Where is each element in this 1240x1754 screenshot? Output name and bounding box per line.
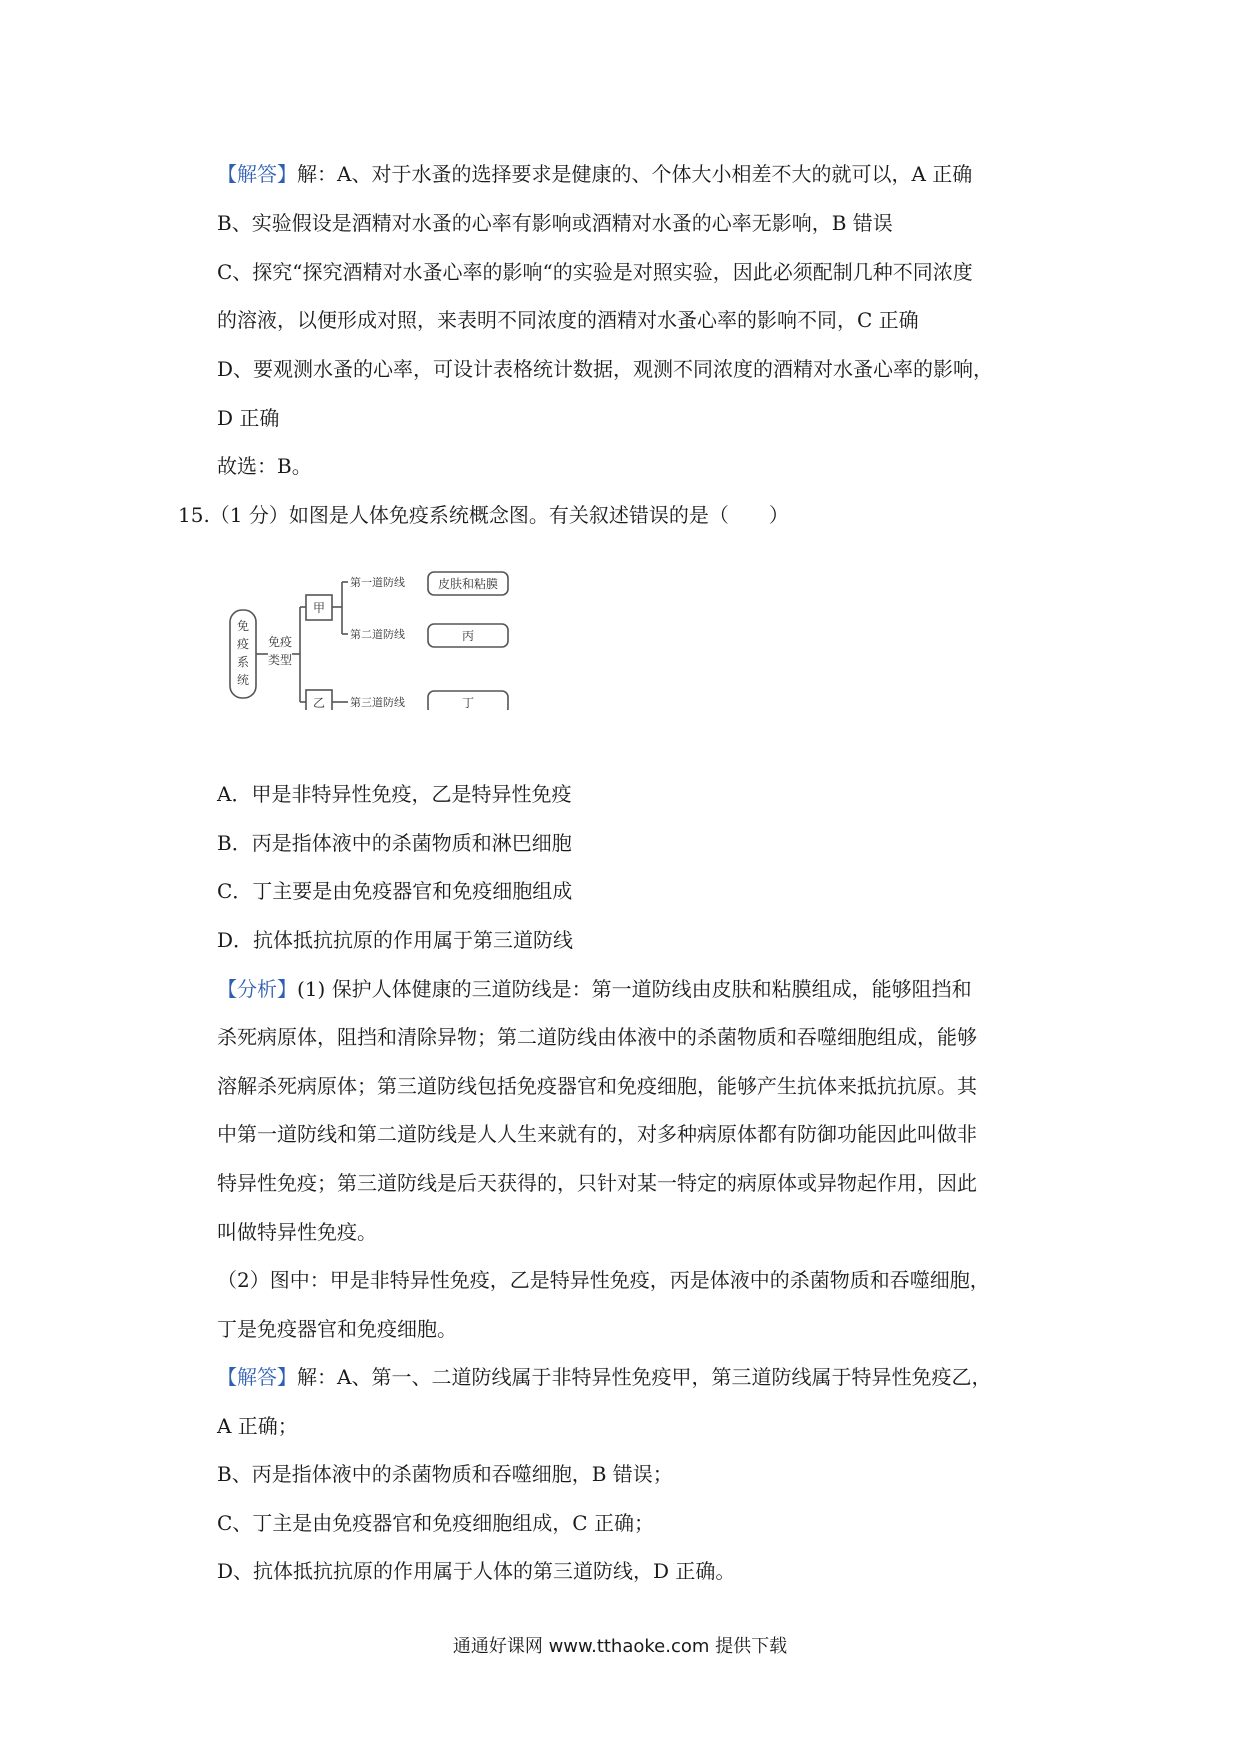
- analysis-line-7: （2）图中：甲是非特异性免疫，乙是特异性免疫，丙是体液中的杀菌物质和吞噬细胞，: [217, 1268, 990, 1292]
- box-skin-mucosa-label: 皮肤和粘膜: [437, 577, 499, 591]
- answer2-line-5: D、抗体抵抗抗原的作用属于人体的第三道防线，D 正确。: [217, 1559, 736, 1583]
- answer1-line-1: 【解答】解：A、对于水蚤的选择要求是健康的、个体大小相差不大的就可以，A 正确: [217, 162, 973, 186]
- type-label-1: 免疫: [267, 635, 293, 649]
- answer2-line-3: B、丙是指体液中的杀菌物质和吞噬细胞，B 错误；: [217, 1462, 673, 1486]
- analysis-line-4: 中第一道防线和第二道防线是人人生来就有的，对多种病原体都有防御功能因此叫做非: [217, 1122, 977, 1146]
- root-char-1: 免: [236, 619, 250, 633]
- answer2-line-2: A 正确；: [217, 1414, 298, 1438]
- root-char-2: 疫: [236, 637, 250, 651]
- answer2-line-1: 【解答】解：A、第一、二道防线属于非特异性免疫甲，第三道防线属于特异性免疫乙，: [217, 1365, 992, 1389]
- answer1-line-7: 故选：B。: [217, 454, 312, 478]
- second-line-label: 第二道防线: [350, 628, 405, 641]
- box-bing-label: 丙: [461, 629, 475, 643]
- option-a: A．甲是非特异性免疫，乙是特异性免疫: [217, 782, 572, 806]
- option-c: C．丁主要是由免疫器官和免疫细胞组成: [217, 879, 573, 903]
- type-label-2: 类型: [267, 653, 293, 667]
- analysis-line-8: 丁是免疫器官和免疫细胞。: [217, 1317, 457, 1341]
- yi-label: 乙: [312, 696, 326, 710]
- analysis-line-6: 叫做特异性免疫。: [217, 1220, 377, 1244]
- immune-system-concept-diagram: [228, 560, 528, 710]
- answer-tag: 【解答】: [217, 162, 297, 186]
- option-b: B．丙是指体液中的杀菌物质和淋巴细胞: [217, 831, 572, 855]
- root-char-3: 系: [236, 655, 250, 669]
- analysis-line-2: 杀死病原体，阻挡和清除异物；第二道防线由体液中的杀菌物质和吞噬细胞组成，能够: [217, 1025, 977, 1049]
- box-ding-label: 丁: [461, 696, 475, 710]
- question-15-stem: 15.（1 分）如图是人体免疫系统概念图。有关叙述错误的是（ ）: [178, 503, 789, 527]
- analysis-line-3: 溶解杀死病原体；第三道防线包括免疫器官和免疫细胞，能够产生抗体来抵抗抗原。其: [217, 1074, 977, 1098]
- jia-label: 甲: [312, 601, 326, 615]
- analysis-tag: 【分析】: [217, 977, 297, 1001]
- answer1-line-2: B、实验假设是酒精对水蚤的心率有影响或酒精对水蚤的心率无影响，B 错误: [217, 211, 893, 235]
- answer2-line-4: C、丁主是由免疫器官和免疫细胞组成，C 正确；: [217, 1511, 654, 1535]
- answer1-line-5: D、要观测水蚤的心率，可设计表格统计数据，观测不同浓度的酒精对水蚤心率的影响，: [217, 357, 994, 381]
- answer1-line-6: D 正确: [217, 406, 280, 430]
- first-line-label: 第一道防线: [350, 576, 405, 589]
- answer1-line-4: 的溶液，以便形成对照，来表明不同浓度的酒精对水蚤心率的影响不同，C 正确: [217, 308, 919, 332]
- analysis-line-1: 【分析】(1) 保护人体健康的三道防线是：第一道防线由皮肤和粘膜组成，能够阻挡和: [217, 977, 972, 1001]
- analysis-line-5: 特异性免疫；第三道防线是后天获得的，只针对某一特定的病原体或异物起作用，因此: [217, 1171, 977, 1195]
- root-char-4: 统: [236, 673, 250, 687]
- page-footer: 通通好课网 www.tthaoke.com 提供下载: [452, 1636, 788, 1657]
- third-line-label: 第三道防线: [350, 696, 405, 709]
- answer-tag: 【解答】: [217, 1365, 297, 1389]
- answer1-line-3: C、探究“探究酒精对水蚤心率的影响“的实验是对照实验，因此必须配制几种不同浓度: [217, 260, 973, 284]
- option-d: D．抗体抵抗抗原的作用属于第三道防线: [217, 928, 574, 952]
